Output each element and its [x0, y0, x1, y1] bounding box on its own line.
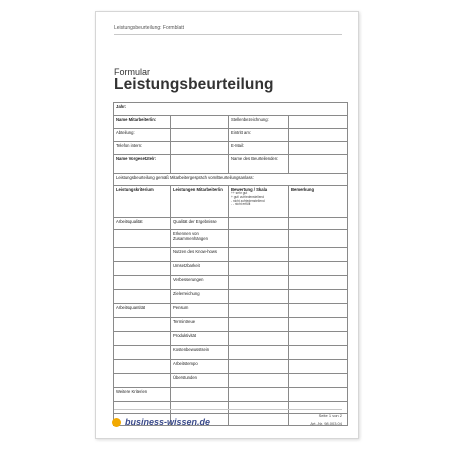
field-vorgesetzte[interactable] [171, 155, 229, 174]
criterion-cell [114, 346, 171, 360]
label-email: E-Mail: [229, 142, 289, 155]
row-column-headers [114, 186, 348, 218]
header-leistungen: Leistungen Mitarbeiter/in [171, 186, 229, 218]
criterion-cell[interactable] [114, 402, 171, 414]
field-stellenbezeichnung[interactable] [289, 116, 348, 129]
label-beurteilende: Name des Beurteilenden: [229, 155, 289, 174]
table-row [114, 248, 348, 262]
scale-level-2: + gut/ zufriedenstellend [231, 194, 265, 199]
criterion-cell [114, 318, 171, 332]
brand-logo [112, 417, 210, 427]
label-jahr[interactable]: Jahr: [114, 103, 348, 116]
rating-cell[interactable] [229, 276, 289, 290]
rating-cell[interactable] [229, 218, 289, 230]
scale-level-4: - - nicht erfüllt [231, 202, 251, 207]
table-row [114, 276, 348, 290]
header-bewertung-label: Bewertung / Skala [231, 187, 268, 192]
label-eintritt: Eintritt am: [229, 129, 289, 142]
row-vorgesetzte [114, 155, 348, 174]
scale-level-3: - nicht zufriedenstellend [231, 198, 265, 203]
item-pensum: Pensum [171, 304, 229, 318]
remark-cell[interactable] [289, 346, 348, 360]
logo-dot-icon [112, 418, 121, 427]
assessment-form-table [113, 102, 348, 426]
item-erkennen: Erkennen von Zusammenhängen [171, 230, 229, 248]
header-kriterium: Leistungskriterium [114, 186, 171, 218]
field-mitarbeiter[interactable] [171, 116, 229, 129]
footer-divider [114, 409, 342, 410]
label-mitarbeiter: Name Mitarbeiter/in: [114, 116, 171, 129]
footer-meta [310, 412, 342, 428]
document-subtitle: Formular [114, 67, 151, 77]
rating-cell[interactable] [229, 304, 289, 318]
item-kostenbewusstsein: Kostenbewusstsein [171, 346, 229, 360]
remark-cell[interactable] [289, 290, 348, 304]
item-arbeitstempo: Arbeitstempo [171, 360, 229, 374]
remark-cell[interactable] [289, 262, 348, 276]
label-anlass[interactable]: Leistungsbeurteilung gemäß Mitarbeitergespräch vom/Beurteilungsanlass: [114, 174, 348, 186]
remark-cell[interactable] [289, 304, 348, 318]
table-row [114, 388, 348, 402]
item-cell[interactable] [171, 388, 229, 402]
rating-cell[interactable] [229, 388, 289, 402]
row-abteilung [114, 129, 348, 142]
field-telefon[interactable] [171, 142, 229, 155]
table-row [114, 304, 348, 318]
label-abteilung: Abteilung: [114, 129, 171, 142]
item-ueberstunden: Überstunden [171, 374, 229, 388]
table-row [114, 262, 348, 276]
remark-cell[interactable] [289, 318, 348, 332]
item-zielerreichung: Zielerreichung [171, 290, 229, 304]
remark-cell[interactable] [289, 218, 348, 230]
table-row [114, 346, 348, 360]
label-stellenbezeichnung: Stellenbezeichnung: [229, 116, 289, 129]
item-know-how: Nutzen des Know-hows [171, 248, 229, 262]
table-row [114, 218, 348, 230]
header-bemerkung: Bemerkung [289, 186, 348, 218]
row-anlass [114, 174, 348, 186]
remark-cell[interactable] [289, 332, 348, 346]
scale-level-1: ++ sehr gut [231, 191, 248, 195]
item-termintreue: Termintreue [171, 318, 229, 332]
article-number: Art.-Nr. 98.003.04 [310, 421, 342, 426]
rating-cell[interactable] [229, 290, 289, 304]
remark-cell[interactable] [289, 230, 348, 248]
item-qualitaet-ergebnisse: Qualität der Ergebnisse [171, 218, 229, 230]
rating-cell[interactable] [229, 346, 289, 360]
criterion-arbeitsqualitaet: Arbeitsqualität [114, 218, 171, 230]
remark-cell[interactable] [289, 360, 348, 374]
criterion-cell [114, 374, 171, 388]
row-jahr [114, 103, 348, 116]
field-beurteilende[interactable] [289, 155, 348, 174]
rating-cell[interactable] [229, 360, 289, 374]
page-number: Seite 1 von 2 [318, 413, 342, 418]
criterion-cell [114, 276, 171, 290]
table-row [114, 374, 348, 388]
item-produktivitaet: Produktivität [171, 332, 229, 346]
item-cell[interactable] [171, 402, 229, 414]
rating-cell[interactable] [229, 230, 289, 248]
item-umsetzbarkeit: Umsetzbarkeit [171, 262, 229, 276]
rating-cell[interactable] [229, 414, 289, 426]
field-eintritt[interactable] [289, 129, 348, 142]
row-mitarbeiter [114, 116, 348, 129]
rating-cell[interactable] [229, 262, 289, 276]
remark-cell[interactable] [289, 248, 348, 262]
rating-cell[interactable] [229, 402, 289, 414]
row-telefon [114, 142, 348, 155]
label-vorgesetzte: Name Vorgesetzte/r: [114, 155, 171, 174]
rating-cell[interactable] [229, 318, 289, 332]
table-row [114, 360, 348, 374]
header-divider [114, 34, 342, 35]
criterion-cell [114, 230, 171, 248]
label-telefon: Telefon intern: [114, 142, 171, 155]
rating-cell[interactable] [229, 332, 289, 346]
criterion-cell [114, 248, 171, 262]
document-page [95, 11, 359, 439]
table-row [114, 332, 348, 346]
criterion-arbeitsquantitaet: Arbeitsquantität [114, 304, 171, 318]
table-row [114, 290, 348, 304]
remark-cell[interactable] [289, 374, 348, 388]
criterion-cell [114, 332, 171, 346]
rating-cell[interactable] [229, 374, 289, 388]
document-header: Leistungsbeurteilung: Formblatt [114, 25, 185, 31]
remark-cell[interactable] [289, 388, 348, 402]
field-abteilung[interactable] [171, 129, 229, 142]
remark-cell[interactable] [289, 276, 348, 290]
criterion-weitere: Weitere Kriterien [114, 388, 171, 402]
field-email[interactable] [289, 142, 348, 155]
brand-name: business-wissen.de [125, 417, 211, 427]
rating-cell[interactable] [229, 248, 289, 262]
item-verbesserungen: Verbesserungen [171, 276, 229, 290]
criterion-cell [114, 360, 171, 374]
header-bewertung [229, 186, 289, 218]
document-title: Leistungsbeurteilung [114, 76, 274, 93]
criterion-cell [114, 290, 171, 304]
criterion-cell [114, 262, 171, 276]
table-row [114, 318, 348, 332]
table-row [114, 230, 348, 248]
